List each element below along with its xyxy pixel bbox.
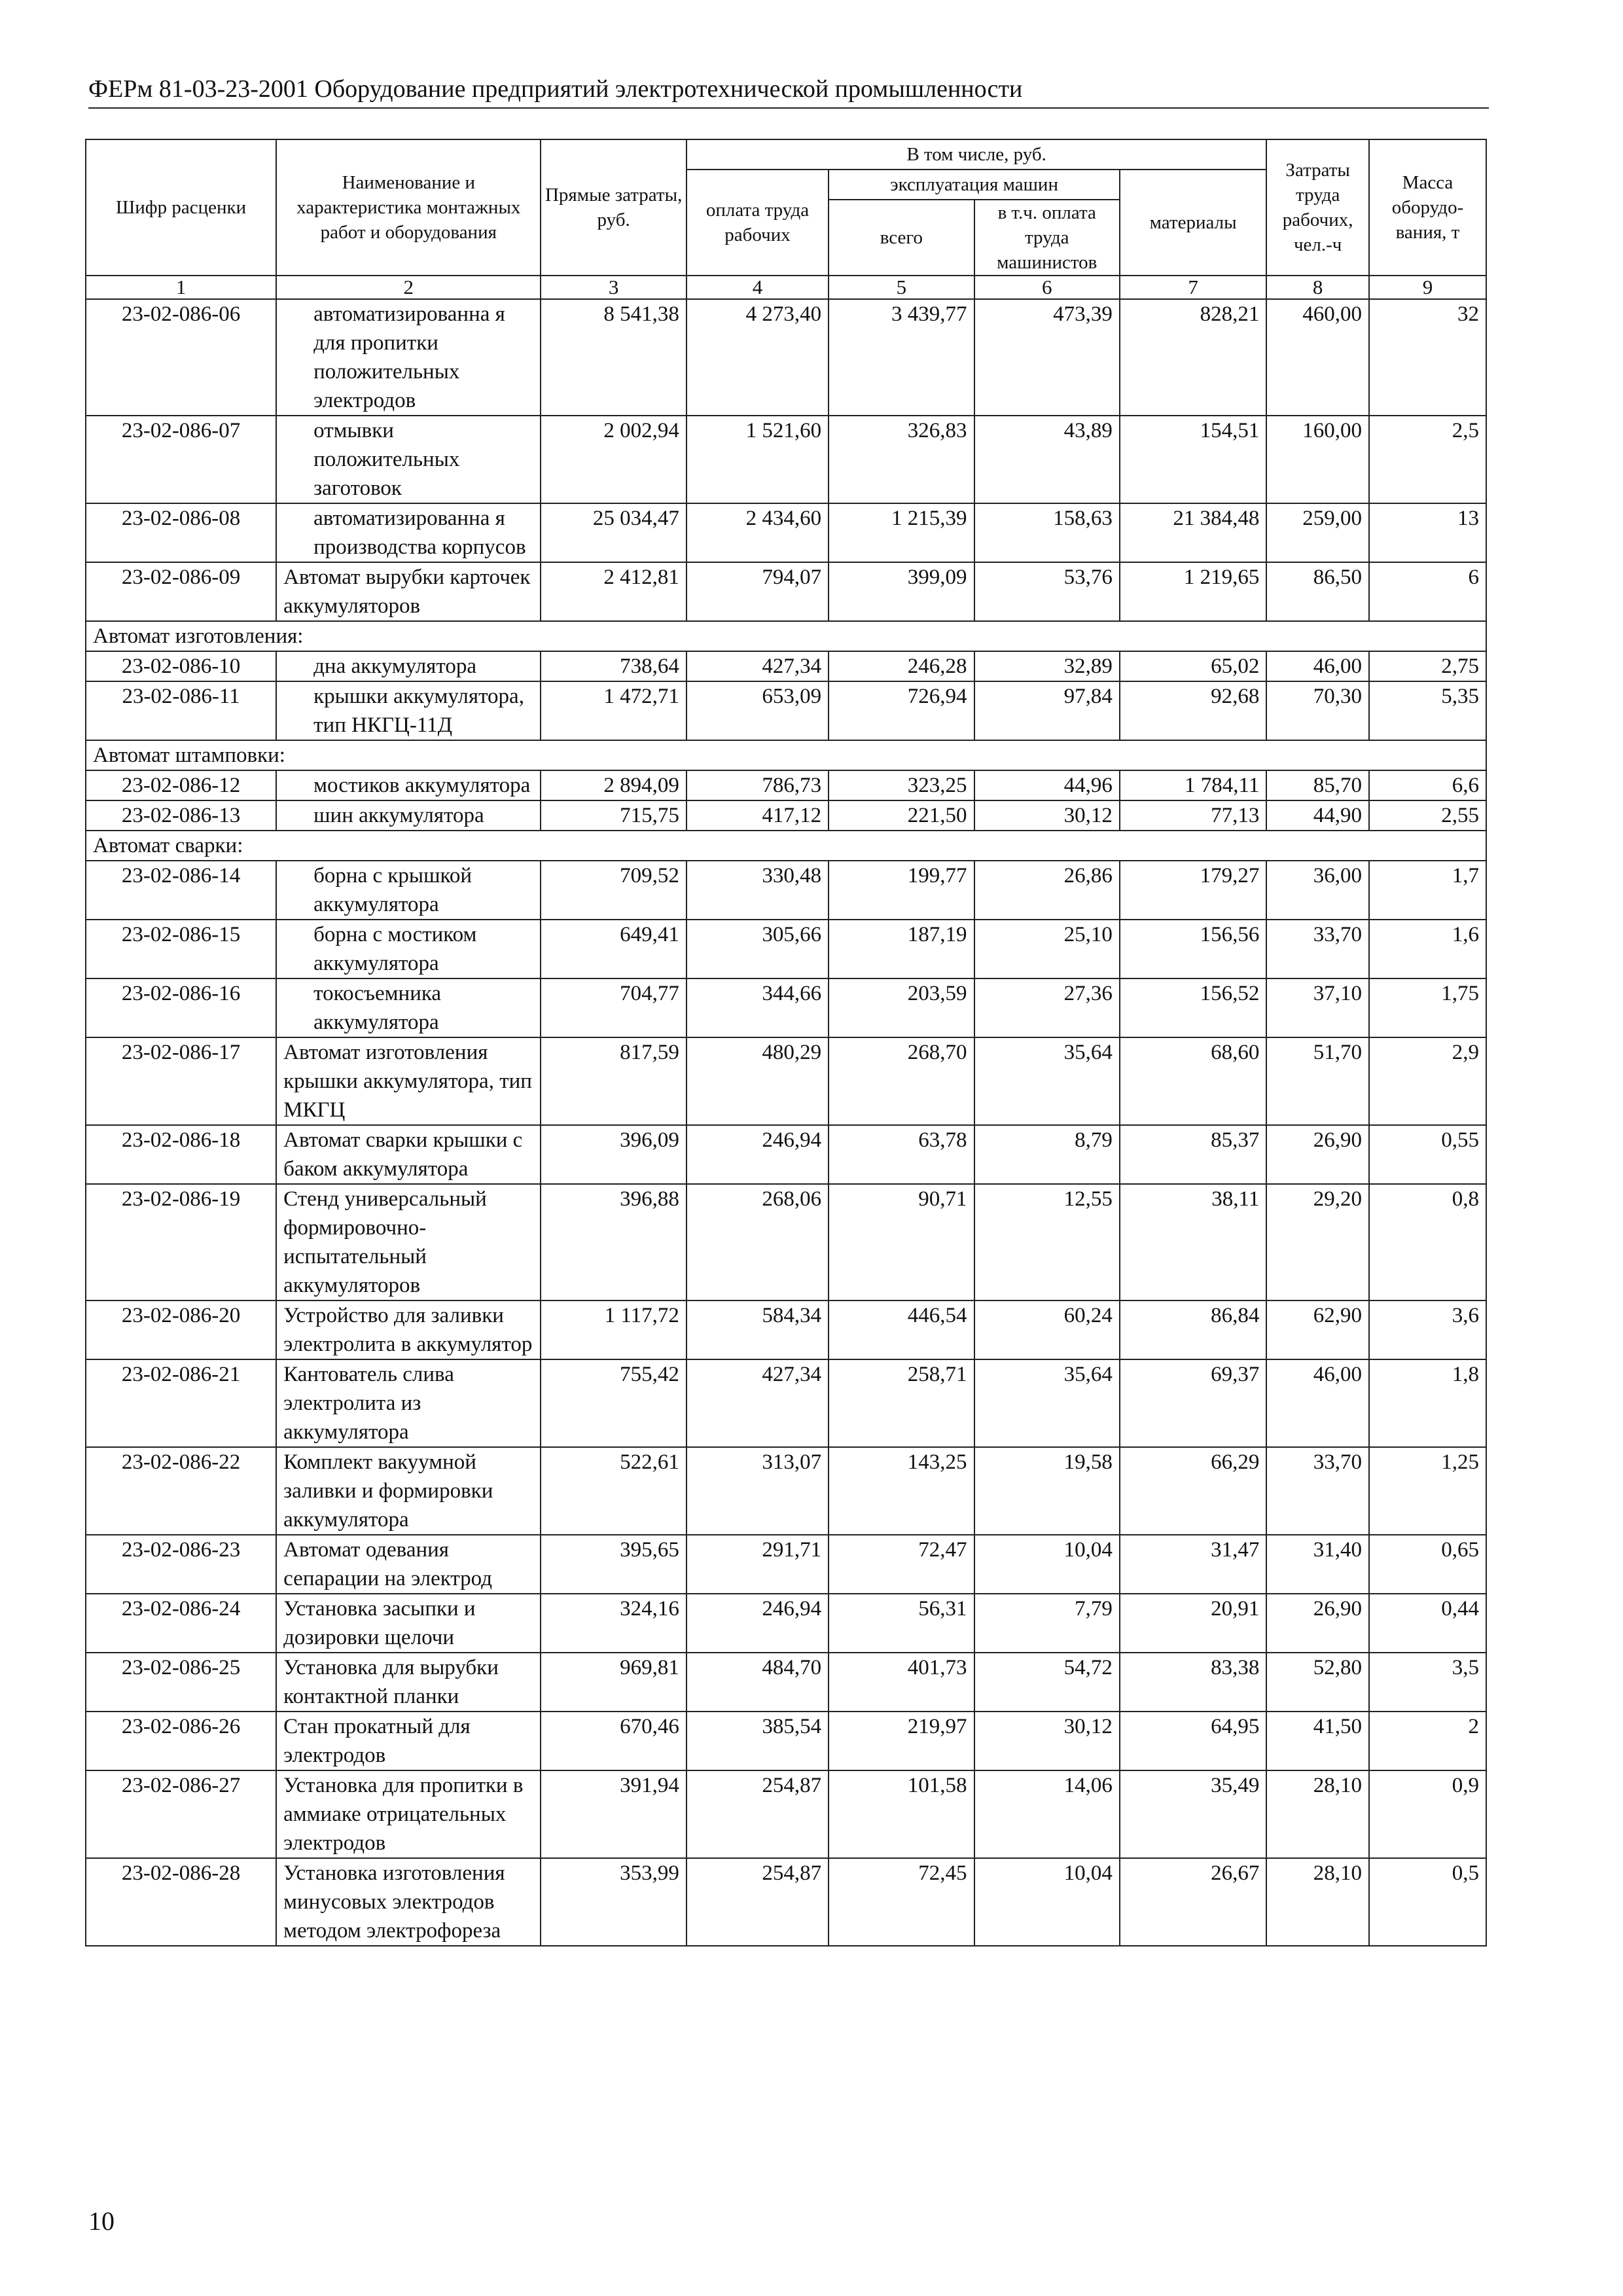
group-header-row [86,831,1486,861]
machinist-pay: 10,04 [974,1535,1120,1594]
rate-code: 23-02-086-23 [86,1535,276,1594]
machine-total: 726,94 [829,681,974,740]
rate-code: 23-02-086-08 [86,503,276,562]
column-number: 6 [974,276,1120,299]
direct-costs: 2 894,09 [541,770,686,800]
header-materials: материалы [1120,170,1266,276]
rate-code: 23-02-086-16 [86,978,276,1037]
machine-total: 90,71 [829,1184,974,1300]
item-name: Автомат изготовления крышки аккумулятора, тип МКГЦ [276,1037,541,1125]
labor-hours: 160,00 [1266,416,1369,503]
item-name: дна аккумулятора [276,651,541,681]
machinist-pay: 60,24 [974,1300,1120,1359]
item-name: автоматизированна я производства корпусов [276,503,541,562]
machine-total: 326,83 [829,416,974,503]
column-numbers-row [86,276,1486,299]
equipment-mass: 13 [1369,503,1486,562]
table-row [86,651,1486,681]
materials: 156,52 [1120,978,1266,1037]
machine-total: 399,09 [829,562,974,621]
rate-code: 23-02-086-21 [86,1359,276,1447]
table-row [86,1359,1486,1447]
labor-pay: 268,06 [687,1184,829,1300]
materials: 26,67 [1120,1858,1266,1946]
header-machine-total: всего [829,200,974,276]
materials: 83,38 [1120,1653,1266,1712]
direct-costs: 2 412,81 [541,562,686,621]
table-row [86,1770,1486,1858]
header-machine-operation: эксплуатация машин [829,170,1120,200]
direct-costs: 1 117,72 [541,1300,686,1359]
table-row [86,1447,1486,1535]
table-row [86,1184,1486,1300]
machine-total: 323,25 [829,770,974,800]
labor-pay: 305,66 [687,920,829,978]
labor-hours: 62,90 [1266,1300,1369,1359]
labor-pay: 4 273,40 [687,299,829,416]
rate-code: 23-02-086-18 [86,1125,276,1184]
equipment-mass: 32 [1369,299,1486,416]
labor-hours: 86,50 [1266,562,1369,621]
materials: 828,21 [1120,299,1266,416]
labor-pay: 584,34 [687,1300,829,1359]
table-body [86,299,1486,1946]
equipment-mass: 1,8 [1369,1359,1486,1447]
equipment-mass: 1,6 [1369,920,1486,978]
machine-total: 72,45 [829,1858,974,1946]
equipment-mass: 6,6 [1369,770,1486,800]
direct-costs: 715,75 [541,800,686,831]
materials: 64,95 [1120,1712,1266,1770]
machinist-pay: 26,86 [974,861,1120,920]
equipment-mass: 6 [1369,562,1486,621]
labor-pay: 291,71 [687,1535,829,1594]
rate-code: 23-02-086-20 [86,1300,276,1359]
labor-pay: 2 434,60 [687,503,829,562]
direct-costs: 25 034,47 [541,503,686,562]
rate-code: 23-02-086-09 [86,562,276,621]
labor-pay: 480,29 [687,1037,829,1125]
rate-code: 23-02-086-15 [86,920,276,978]
item-name: Установка для пропитки в аммиаке отрицательных электродов [276,1770,541,1858]
item-name: Комплект вакуумной заливки и формировки аккумулятора [276,1447,541,1535]
header-labor-hours: Затраты труда рабочих, чел.-ч [1266,139,1369,276]
column-number: 4 [687,276,829,299]
machine-total: 101,58 [829,1770,974,1858]
equipment-mass: 0,44 [1369,1594,1486,1653]
equipment-mass: 0,55 [1369,1125,1486,1184]
column-number: 7 [1120,276,1266,299]
materials: 1 784,11 [1120,770,1266,800]
labor-pay: 254,87 [687,1858,829,1946]
table-row [86,1594,1486,1653]
machine-total: 258,71 [829,1359,974,1447]
labor-pay: 254,87 [687,1770,829,1858]
direct-costs: 738,64 [541,651,686,681]
direct-costs: 670,46 [541,1712,686,1770]
labor-pay: 246,94 [687,1125,829,1184]
labor-pay: 246,94 [687,1594,829,1653]
group-header-row [86,740,1486,770]
direct-costs: 969,81 [541,1653,686,1712]
item-name: Установка изготовления минусовых электродов методом электрофореза [276,1858,541,1946]
rate-code: 23-02-086-07 [86,416,276,503]
item-name: мостиков аккумулятора [276,770,541,800]
labor-pay: 786,73 [687,770,829,800]
machinist-pay: 8,79 [974,1125,1120,1184]
machine-total: 401,73 [829,1653,974,1712]
table-row [86,978,1486,1037]
direct-costs: 395,65 [541,1535,686,1594]
labor-pay: 417,12 [687,800,829,831]
materials: 35,49 [1120,1770,1266,1858]
item-name: шин аккумулятора [276,800,541,831]
labor-hours: 37,10 [1266,978,1369,1037]
table-row [86,800,1486,831]
rate-code: 23-02-086-27 [86,1770,276,1858]
machinist-pay: 53,76 [974,562,1120,621]
table-row [86,299,1486,416]
labor-hours: 460,00 [1266,299,1369,416]
rate-code: 23-02-086-10 [86,651,276,681]
item-name: Автомат вырубки карточек аккумуляторов [276,562,541,621]
machine-total: 56,31 [829,1594,974,1653]
direct-costs: 755,42 [541,1359,686,1447]
header-name: Наименование и характеристика монтажных работ и оборудования [276,139,541,276]
direct-costs: 8 541,38 [541,299,686,416]
group-title: Автомат сварки: [86,831,1486,861]
machinist-pay: 14,06 [974,1770,1120,1858]
rate-code: 23-02-086-12 [86,770,276,800]
materials: 20,91 [1120,1594,1266,1653]
column-number: 5 [829,276,974,299]
equipment-mass: 0,65 [1369,1535,1486,1594]
labor-hours: 31,40 [1266,1535,1369,1594]
machine-total: 3 439,77 [829,299,974,416]
rate-code: 23-02-086-25 [86,1653,276,1712]
labor-hours: 28,10 [1266,1858,1369,1946]
labor-pay: 385,54 [687,1712,829,1770]
table-row [86,770,1486,800]
machine-total: 187,19 [829,920,974,978]
table-row [86,1858,1486,1946]
equipment-mass: 0,9 [1369,1770,1486,1858]
direct-costs: 522,61 [541,1447,686,1535]
machine-total: 72,47 [829,1535,974,1594]
machinist-pay: 44,96 [974,770,1120,800]
labor-pay: 427,34 [687,651,829,681]
header-including: В том числе, руб. [687,139,1266,170]
equipment-mass: 2 [1369,1712,1486,1770]
direct-costs: 709,52 [541,861,686,920]
rate-code: 23-02-086-22 [86,1447,276,1535]
equipment-mass: 1,25 [1369,1447,1486,1535]
machine-total: 199,77 [829,861,974,920]
materials: 65,02 [1120,651,1266,681]
item-name: Стенд универсальный формировочно-испытательный аккумуляторов [276,1184,541,1300]
machinist-pay: 97,84 [974,681,1120,740]
table-row [86,503,1486,562]
labor-hours: 36,00 [1266,861,1369,920]
direct-costs: 396,88 [541,1184,686,1300]
equipment-mass: 2,55 [1369,800,1486,831]
labor-hours: 259,00 [1266,503,1369,562]
rates-table [85,139,1487,1946]
labor-hours: 26,90 [1266,1594,1369,1653]
table-row [86,1300,1486,1359]
table-row [86,920,1486,978]
table-row [86,562,1486,621]
equipment-mass: 0,8 [1369,1184,1486,1300]
machinist-pay: 158,63 [974,503,1120,562]
machine-total: 143,25 [829,1447,974,1535]
materials: 92,68 [1120,681,1266,740]
page-number: 10 [88,2206,115,2236]
labor-hours: 85,70 [1266,770,1369,800]
labor-pay: 794,07 [687,562,829,621]
machine-total: 446,54 [829,1300,974,1359]
table-row [86,416,1486,503]
materials: 85,37 [1120,1125,1266,1184]
table-row [86,1535,1486,1594]
column-number: 2 [276,276,541,299]
machine-total: 1 215,39 [829,503,974,562]
equipment-mass: 2,9 [1369,1037,1486,1125]
labor-hours: 51,70 [1266,1037,1369,1125]
equipment-mass: 3,5 [1369,1653,1486,1712]
direct-costs: 2 002,94 [541,416,686,503]
equipment-mass: 5,35 [1369,681,1486,740]
direct-costs: 649,41 [541,920,686,978]
labor-hours: 44,90 [1266,800,1369,831]
direct-costs: 396,09 [541,1125,686,1184]
labor-hours: 46,00 [1266,651,1369,681]
header-equipment-mass: Масса оборудо-вания, т [1369,139,1486,276]
machine-total: 268,70 [829,1037,974,1125]
direct-costs: 353,99 [541,1858,686,1946]
materials: 31,47 [1120,1535,1266,1594]
item-name: борна с крышкой аккумулятора [276,861,541,920]
materials: 154,51 [1120,416,1266,503]
header-machinist-pay: в т.ч. оплата труда машинистов [974,200,1120,276]
direct-costs: 817,59 [541,1037,686,1125]
materials: 1 219,65 [1120,562,1266,621]
machinist-pay: 10,04 [974,1858,1120,1946]
column-number: 8 [1266,276,1369,299]
rate-code: 23-02-086-28 [86,1858,276,1946]
equipment-mass: 2,5 [1369,416,1486,503]
machinist-pay: 35,64 [974,1359,1120,1447]
machinist-pay: 25,10 [974,920,1120,978]
table-row [86,1037,1486,1125]
materials: 86,84 [1120,1300,1266,1359]
machinist-pay: 30,12 [974,800,1120,831]
labor-hours: 41,50 [1266,1712,1369,1770]
rate-code: 23-02-086-17 [86,1037,276,1125]
direct-costs: 1 472,71 [541,681,686,740]
machine-total: 63,78 [829,1125,974,1184]
machine-total: 219,97 [829,1712,974,1770]
direct-costs: 704,77 [541,978,686,1037]
item-name: токосъемника аккумулятора [276,978,541,1037]
header-direct-costs: Прямые затраты, руб. [541,139,686,276]
item-name: крышки аккумулятора, тип НКГЦ-11Д [276,681,541,740]
equipment-mass: 1,7 [1369,861,1486,920]
materials: 66,29 [1120,1447,1266,1535]
labor-pay: 344,66 [687,978,829,1037]
equipment-mass: 2,75 [1369,651,1486,681]
column-number: 9 [1369,276,1486,299]
machinist-pay: 35,64 [974,1037,1120,1125]
labor-hours: 46,00 [1266,1359,1369,1447]
labor-hours: 33,70 [1266,1447,1369,1535]
machine-total: 246,28 [829,651,974,681]
group-title: Автомат изготовления: [86,621,1486,651]
machinist-pay: 7,79 [974,1594,1120,1653]
labor-pay: 484,70 [687,1653,829,1712]
column-number: 1 [86,276,276,299]
machine-total: 203,59 [829,978,974,1037]
item-name: Установка засыпки и дозировки щелочи [276,1594,541,1653]
labor-pay: 313,07 [687,1447,829,1535]
table-row [86,1653,1486,1712]
table-row [86,861,1486,920]
labor-pay: 330,48 [687,861,829,920]
labor-hours: 28,10 [1266,1770,1369,1858]
labor-pay: 1 521,60 [687,416,829,503]
machinist-pay: 19,58 [974,1447,1120,1535]
materials: 21 384,48 [1120,503,1266,562]
rate-code: 23-02-086-13 [86,800,276,831]
machinist-pay: 27,36 [974,978,1120,1037]
machinist-pay: 54,72 [974,1653,1120,1712]
machinist-pay: 43,89 [974,416,1120,503]
item-name: Автомат сварки крышки с баком аккумулятора [276,1125,541,1184]
group-header-row [86,621,1486,651]
item-name: Устройство для заливки электролита в аккумулятор [276,1300,541,1359]
materials: 69,37 [1120,1359,1266,1447]
item-name: Кантователь слива электролита из аккумулятора [276,1359,541,1447]
rate-code: 23-02-086-26 [86,1712,276,1770]
item-name: отмывки положительных заготовок [276,416,541,503]
direct-costs: 391,94 [541,1770,686,1858]
materials: 38,11 [1120,1184,1266,1300]
materials: 77,13 [1120,800,1266,831]
machinist-pay: 473,39 [974,299,1120,416]
equipment-mass: 3,6 [1369,1300,1486,1359]
materials: 68,60 [1120,1037,1266,1125]
rate-code: 23-02-086-14 [86,861,276,920]
item-name: автоматизированна я для пропитки положительных электродов [276,299,541,416]
materials: 179,27 [1120,861,1266,920]
page-header: ФЕРм 81-03-23-2001 Оборудование предприятий электротехнической промышленности [88,73,1489,109]
machinist-pay: 30,12 [974,1712,1120,1770]
labor-hours: 52,80 [1266,1653,1369,1712]
item-name: Установка для вырубки контактной планки [276,1653,541,1712]
labor-hours: 33,70 [1266,920,1369,978]
header-code: Шифр расценки [86,139,276,276]
rate-code: 23-02-086-06 [86,299,276,416]
equipment-mass: 1,75 [1369,978,1486,1037]
group-title: Автомат штамповки: [86,740,1486,770]
table-row [86,1125,1486,1184]
machinist-pay: 12,55 [974,1184,1120,1300]
labor-pay: 653,09 [687,681,829,740]
labor-pay: 427,34 [687,1359,829,1447]
header-labor-pay: оплата труда рабочих [687,170,829,276]
table-row [86,1712,1486,1770]
labor-hours: 26,90 [1266,1125,1369,1184]
item-name: Стан прокатный для электродов [276,1712,541,1770]
direct-costs: 324,16 [541,1594,686,1653]
machine-total: 221,50 [829,800,974,831]
materials: 156,56 [1120,920,1266,978]
labor-hours: 29,20 [1266,1184,1369,1300]
rate-code: 23-02-086-11 [86,681,276,740]
labor-hours: 70,30 [1266,681,1369,740]
machinist-pay: 32,89 [974,651,1120,681]
item-name: борна с мостиком аккумулятора [276,920,541,978]
equipment-mass: 0,5 [1369,1858,1486,1946]
rate-code: 23-02-086-19 [86,1184,276,1300]
column-number: 3 [541,276,686,299]
rate-code: 23-02-086-24 [86,1594,276,1653]
table-header [86,139,1486,299]
table-row [86,681,1486,740]
item-name: Автомат одевания сепарации на электрод [276,1535,541,1594]
